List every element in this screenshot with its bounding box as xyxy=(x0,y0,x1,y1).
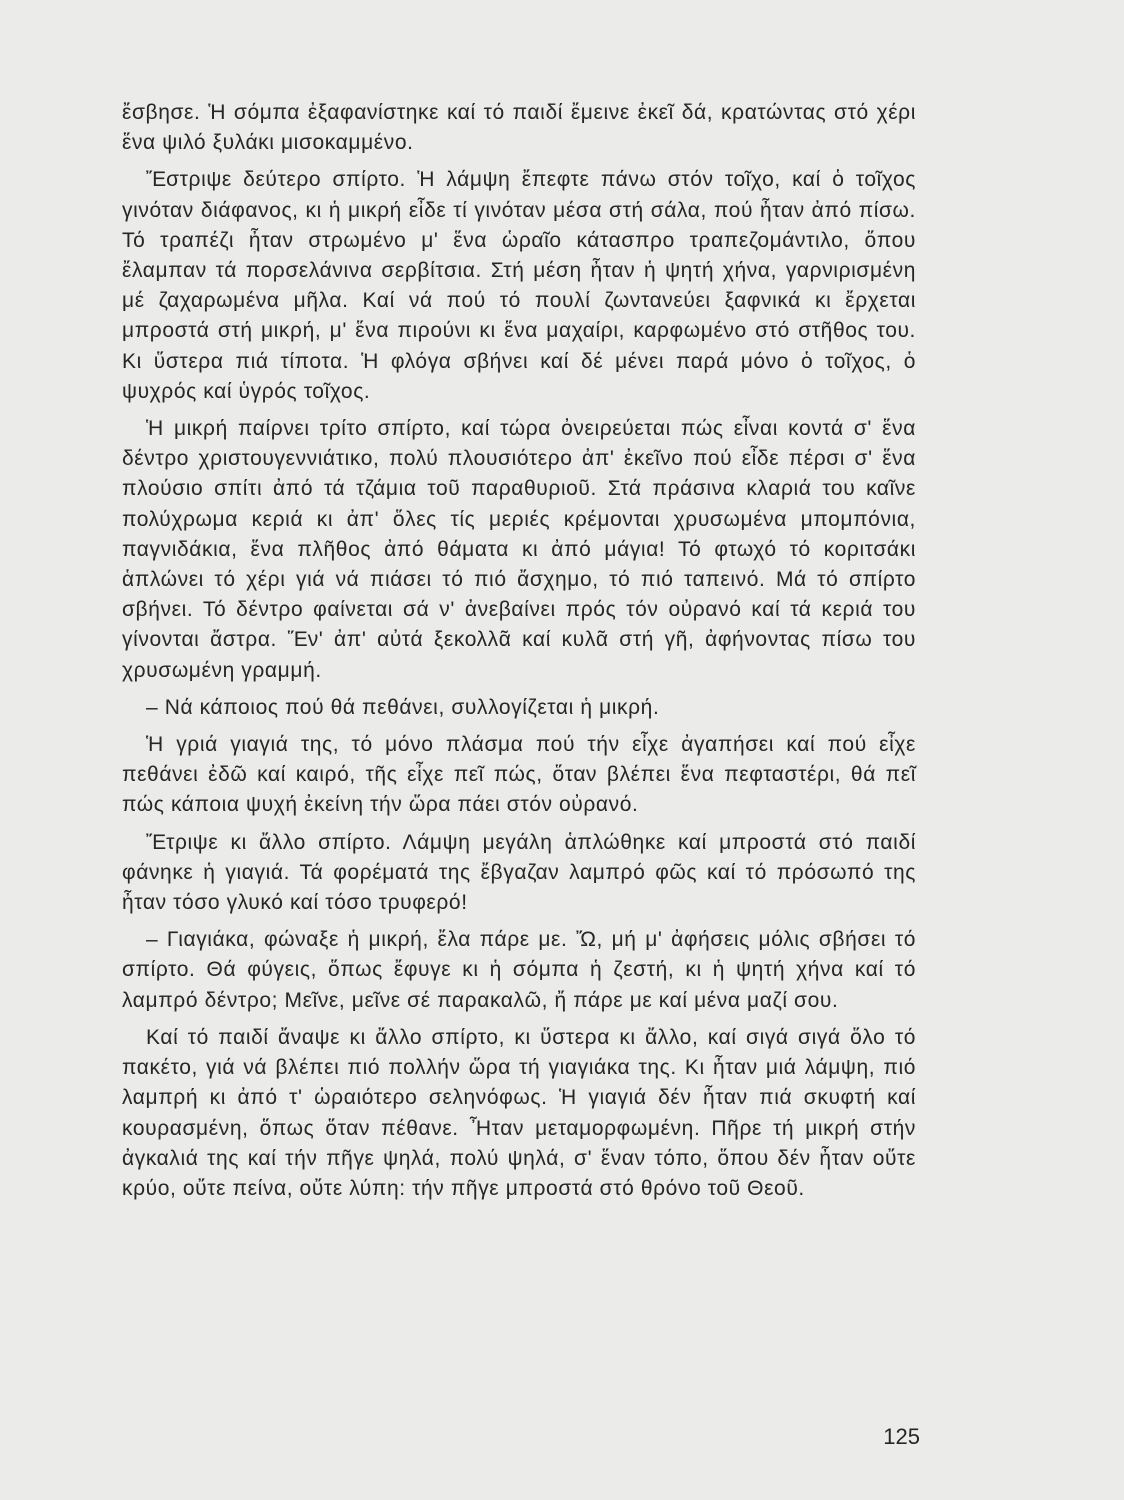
paragraph-6: Ἔτριψε κι ἄλλο σπίρτο. Λάμψη μεγάλη ἁπλώθηκε καί μπροστά στό παιδί φάνηκε ἡ γιαγιά. Τά φορέματά της ἔβγαζαν λαμπρό φῶς καί τό πρόσωπό της ἦταν τόσο γλυκό καί τόσο τρυφερό! xyxy=(122,830,916,915)
paragraph-5: Ἡ γριά γιαγιά της, τό μόνο πλάσμα πού τήν εἶχε ἀγαπήσει καί πού εἶχε πεθάνει ἐδῶ καί καιρό, τῆς εἶχε πεῖ πώς, ὅταν βλέπει ἕνα πεφταστέρι, θά πεῖ πώς κάποια ψυχή ἐκείνη τήν ὥρα πάει στόν οὐρανό. xyxy=(122,733,916,817)
paragraph-8: Καί τό παιδί ἄναψε κι ἄλλο σπίρτο, κι ὕστερα κι ἄλλο, καί σιγά σιγά ὅλο τό πακέτο, γιά νά βλέπει πιό πολλήν ὥρα τή γιαγιάκα της. Κι ἦταν μιά λάμψη, πιό λαμπρή κι ἀπό τ' ὡραιότερο σεληνόφως. Ἡ γιαγιά δέν ἦταν πιά σκυφτή καί κουρασμένη, ὅπως ὅταν πέθανε. Ἦταν μεταμορφωμένη. Πῆρε τή μικρή στήν ἀγκαλιά της καί τήν πῆγε ψηλά, πολύ ψηλά, σ' ἕναν τόπο, ὅπου δέν ἦταν οὔτε κρύο, οὔτε πείνα, οὔτε λύπη: τήν πῆγε μπροστά στό θρόνο τοῦ Θεοῦ. xyxy=(122,1025,916,1200)
page-number: 125 xyxy=(883,1424,920,1449)
paragraph-2: Ἔστριψε δεύτερο σπίρτο. Ἡ λάμψη ἔπεφτε πάνω στόν τοῖχο, καί ὁ τοῖχος γινόταν διάφανος, κι ἡ μικρή εἶδε τί γινόταν μέσα στή σάλα, πού ἦταν ἀπό πίσω. Τό τραπέζι ἦταν στρωμένο μ' ἕνα ὡραῖο κάτασπρο τραπεζομάντιλο, ὅπου ἔλαμπαν τά πορσελάνινα σερβίτσια. Στή μέση ἦταν ἡ ψητή χήνα, γαρνιρισμένη μέ ζαχαρωμένα μῆλα. Καί νά πού τό πουλί ζωντανεύει ξαφνικά κι ἔρχεται μπροστά στή μικρή, μ' ἕνα πιρούνι κι ἕνα μαχαίρι, καρφωμένο στό στῆθος του. Κι ὕστερα πιά τίποτα. Ἡ φλόγα σβήνει καί δέ μένει παρά μόνο ὁ τοῖχος, ὁ ψυχρός καί ὑγρός τοῖχος. xyxy=(122,168,916,403)
body-text xyxy=(122,98,916,1211)
paragraph-1: ἔσβησε. Ἡ σόμπα ἐξαφανίστηκε καί τό παιδί ἔμεινε ἐκεῖ δά, κρατώντας στό χέρι ἕνα ψιλό ξυλάκι μισοκαμμένο. xyxy=(122,101,916,155)
paragraph-3: Ἡ μικρή παίρνει τρίτο σπίρτο, καί τώρα ὀνειρεύεται πώς εἶναι κοντά σ' ἕνα δέντρο χριστουγεννιάτικο, πολύ πλουσιότερο ἀπ' ἐκεῖνο πού εἶδε πέρσι σ' ἕνα πλούσιο σπίτι ἀπό τά τζάμια τοῦ παραθυριοῦ. Στά πράσινα κλαριά του καῖνε πολύχρωμα κεριά κι ἀπ' ὅλες τίς μεριές κρέμονται χρυσωμένα μπομπόνια, παγνιδάκια, ἕνα πλῆθος ἀπό θάματα κι ἀπό μάγια! Τό φτωχό τό κοριτσάκι ἁπλώνει τό χέρι γιά νά πιάσει τό πιό ἄσχημο, τό πιό ταπεινό. Μά τό σπίρτο σβήνει. Τό δέντρο φαίνεται σά ν' ἀνεβαίνει πρός τόν οὐρανό καί τά κεριά του γίνονται ἄστρα. Ἕν' ἀπ' αὐτά ξεκολλᾶ καί κυλᾶ στή γῆ, ἀφήνοντας πίσω του χρυσωμένη γραμμή. xyxy=(122,417,916,682)
paragraph-7: – Γιαγιάκα, φώναξε ἡ μικρή, ἔλα πάρε με. Ὤ, μή μ' ἀφήσεις μόλις σβήσει τό σπίρτο. Θά φύγεις, ὅπως ἔφυγε κι ἡ σόμπα ἡ ζεστή, κι ἡ ψητή χήνα καί τό λαμπρό δέντρο; Μεῖνε, μεῖνε σέ παρακαλῶ, ἤ πάρε με καί μένα μαζί σου. xyxy=(122,928,916,1012)
paragraph-4: – Νά κάποιος πού θά πεθάνει, συλλογίζεται ἡ μικρή. xyxy=(146,695,660,719)
